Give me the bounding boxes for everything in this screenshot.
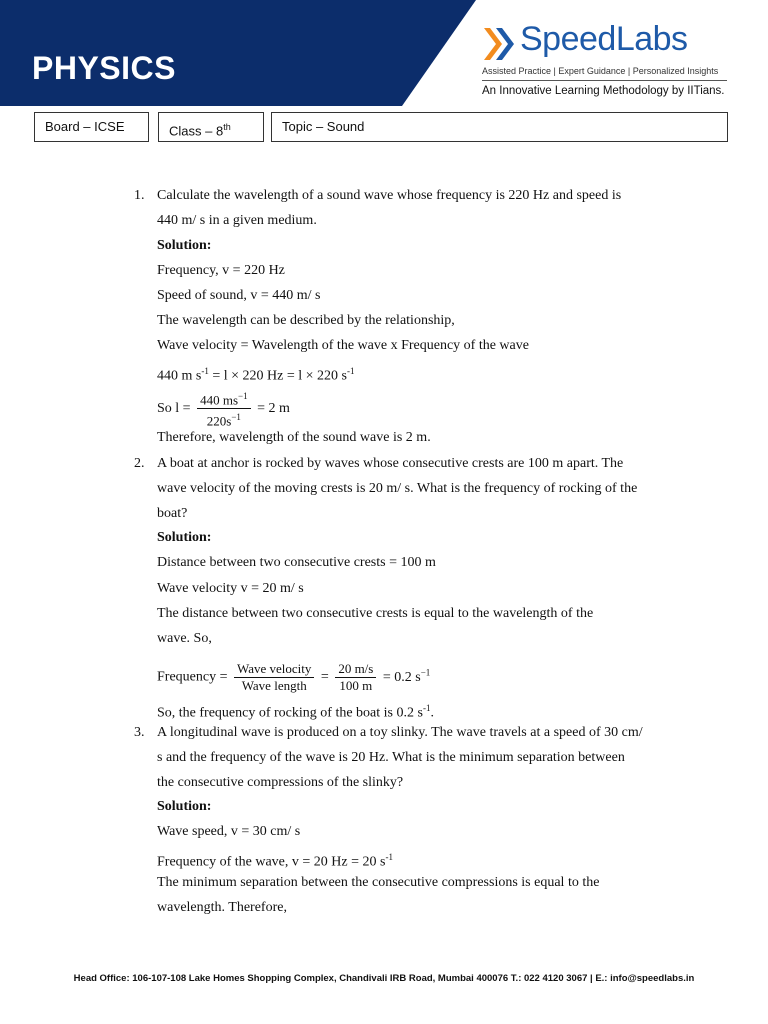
q3-step2-text: Frequency of the wave, v = 20 Hz = 20 s — [157, 854, 386, 870]
chevron-logo-icon — [482, 26, 516, 62]
class-label: Class – 8 — [169, 123, 224, 139]
q2-fraction2 — [335, 661, 376, 694]
q2-line3: boat? — [157, 506, 188, 521]
q1-step5-sup2: -1 — [346, 366, 355, 376]
q2-solution-heading: Solution: — [157, 530, 212, 545]
q1-conclusion: Therefore, wavelength of the sound wave is 2 m. — [157, 430, 431, 445]
q1-step5-part2: = l × 220 Hz = l × 220 s — [208, 368, 347, 384]
q2-fraction2-numerator: 20 m/s — [335, 661, 376, 678]
q2-step4: wave. So, — [157, 631, 212, 646]
class-box — [158, 112, 264, 142]
topic-box — [271, 112, 728, 142]
q1-step5 — [157, 362, 354, 386]
q2-conclusion-text: So, the frequency of rocking of the boat is 0.2 s — [157, 705, 423, 721]
q1-fraction-numerator: 440 $ms^{-1}$ — [197, 388, 251, 409]
q3-step1: Wave speed, v = 30 cm/ s — [157, 824, 301, 839]
class-superscript: th — [223, 122, 231, 132]
q3-solution-heading: Solution: — [157, 799, 212, 814]
q1-fraction — [197, 388, 251, 430]
q2-line1: A boat at anchor is rocked by waves whose consecutive crests are 100 m apart. The — [157, 456, 624, 471]
q2-fraction1-denominator: Wave length — [241, 677, 307, 693]
tagline-divider — [482, 80, 727, 81]
q2-conclusion — [157, 699, 434, 723]
q1-step3: The wavelength can be described by the relationship, — [157, 313, 455, 328]
q1-step1: Frequency, v = 220 Hz — [157, 263, 285, 278]
q2-equals: = — [320, 669, 329, 685]
brand-name: SpeedLabs — [520, 20, 688, 58]
q1-formula-lhs: So l = — [157, 401, 191, 417]
q2-formula-lhs: Frequency = — [157, 669, 228, 685]
brand-tagline: Assisted Practice | Expert Guidance | Personalized Insights — [482, 66, 719, 76]
q1-formula — [157, 388, 290, 430]
q2-step2: Wave velocity v = 20 m/ s — [157, 581, 304, 596]
q2-conclusion-end: . — [430, 705, 434, 721]
q1-step5-sup1: -1 — [201, 366, 209, 376]
brand-motto: An Innovative Learning Methodology by IITians. — [482, 85, 725, 97]
q2-formula — [157, 654, 430, 696]
q3-step3: The minimum separation between the consecutive compressions is equal to the — [157, 875, 600, 890]
q2-number: 2. — [134, 456, 145, 471]
topic-label: Topic – Sound — [282, 119, 365, 134]
q3-line1: A longitudinal wave is produced on a toy slinky. The wave travels at a speed of 30 cm/ — [157, 725, 643, 740]
q1-step5-part1: 440 m s — [157, 368, 202, 384]
q1-line1: Calculate the wavelength of a sound wave whose frequency is 220 Hz and speed is — [157, 188, 622, 203]
q2-step1: Distance between two consecutive crests = 100 m — [157, 555, 436, 570]
q3-step2 — [157, 848, 393, 872]
q3-step2-sup: -1 — [385, 852, 393, 862]
q1-step4: Wave velocity = Wavelength of the wave x Frequency of the wave — [157, 338, 529, 353]
footer-address: Head Office: 106-107-108 Lake Homes Shopping Complex, Chandivali IRB Road, Mumbai 400076 T.: 022 4120 3067 | E.: info@speedlabs.in — [73, 973, 695, 984]
q3-line3: the consecutive compressions of the slinky? — [157, 775, 404, 790]
board-label: Board – ICSE — [45, 119, 125, 134]
q2-fraction1-numerator: Wave velocity — [234, 661, 314, 678]
q1-number: 1. — [134, 188, 145, 203]
q2-formula-result: = 0.2 $s^{-1}$ — [382, 667, 431, 685]
board-box — [34, 112, 149, 142]
q1-line2: 440 m/ s in a given medium. — [157, 213, 317, 228]
speedlabs-logo — [482, 22, 732, 102]
q2-fraction2-denominator: 100 m — [339, 677, 373, 693]
q2-conclusion-sup: -1 — [422, 703, 431, 713]
q1-formula-result: = 2 m — [257, 401, 290, 417]
q2-step3: The distance between two consecutive crests is equal to the wavelength of the — [157, 606, 594, 621]
q2-fraction1 — [234, 661, 314, 694]
q3-number: 3. — [134, 725, 145, 740]
q3-step4: wavelength. Therefore, — [157, 900, 287, 915]
q1-fraction-denominator: $220s^{-1}$ — [206, 412, 241, 429]
q1-step2: Speed of sound, v = 440 m/ s — [157, 288, 321, 303]
q1-solution-heading: Solution: — [157, 238, 212, 253]
q3-line2: s and the frequency of the wave is 20 Hz. What is the minimum separation between — [157, 750, 625, 765]
subject-title: PHYSICS — [32, 50, 176, 86]
q2-line2: wave velocity of the moving crests is 20 m/ s. What is the frequency of rocking of the — [157, 481, 638, 496]
